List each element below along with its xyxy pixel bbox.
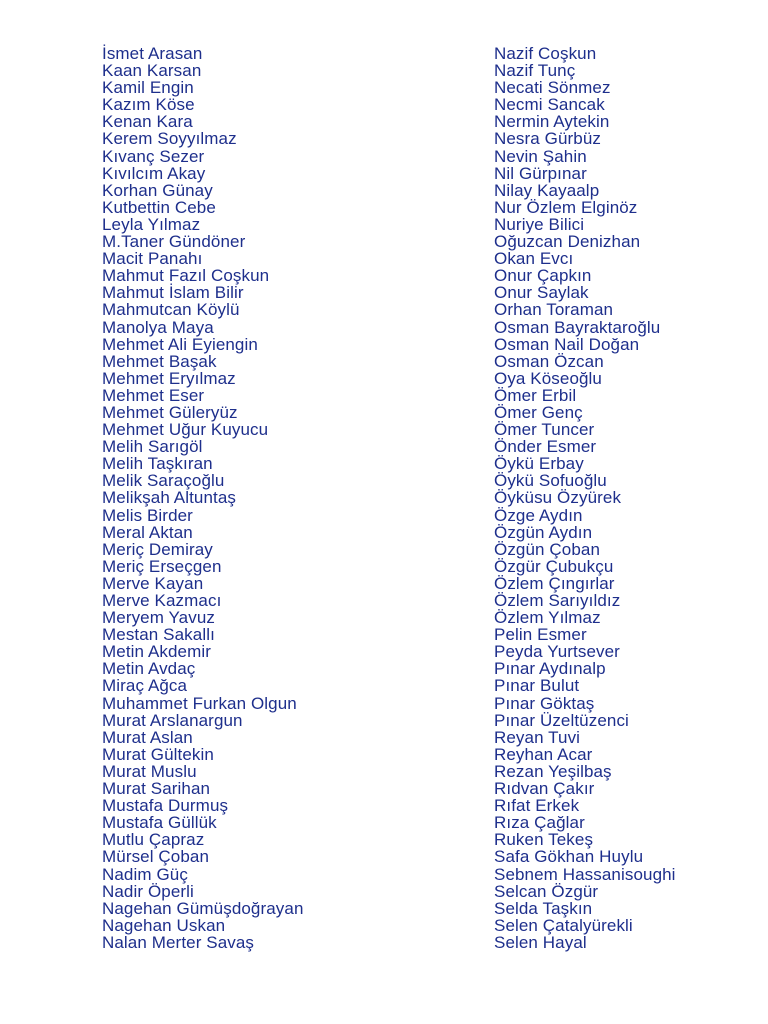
credit-name: Ömer Erbil xyxy=(494,385,577,405)
credit-name: Murat Arslanargun xyxy=(102,710,243,730)
credit-name: Murat Aslan xyxy=(102,727,193,747)
credit-name: Nuriye Bilici xyxy=(494,214,585,234)
credit-name: Osman Özcan xyxy=(494,351,604,371)
credit-name: Pınar Göktaş xyxy=(494,693,595,713)
credit-name: Meral Aktan xyxy=(102,522,193,542)
credit-name: Nil Gürpınar xyxy=(494,163,587,183)
credit-name: Kutbettin Cebe xyxy=(102,197,216,217)
credit-name: Ömer Genç xyxy=(494,402,583,422)
credit-name: Melih Sarıgöl xyxy=(102,437,203,457)
credit-name: Necati Sönmez xyxy=(494,78,611,98)
credit-name: Ömer Tuncer xyxy=(494,420,595,440)
credit-name: Mahmut İslam Bilir xyxy=(102,283,244,303)
credit-name: Nermin Aytekin xyxy=(494,112,610,132)
credit-name: Oğuzcan Denizhan xyxy=(494,232,641,252)
credit-name: Necmi Sancak xyxy=(494,95,605,115)
credit-name: Kazım Köse xyxy=(102,95,195,115)
credit-name: Meriç Erseçgen xyxy=(102,556,222,576)
credit-name: Rıza Çağlar xyxy=(494,813,585,833)
credit-name: Kenan Kara xyxy=(102,112,193,132)
credit-name: Öykü Erbay xyxy=(494,454,584,474)
credit-name: Nalan Merter Savaş xyxy=(102,932,255,952)
credit-name: Macit Panahı xyxy=(102,249,203,269)
credit-name: Miraç Ağca xyxy=(102,676,188,696)
credit-name: Melis Birder xyxy=(102,505,193,525)
credit-name: Pınar Bulut xyxy=(494,676,580,696)
credit-name: Selen Çatalyürekli xyxy=(494,915,633,935)
credit-name: Meriç Demiray xyxy=(102,539,213,559)
credit-name: Mehmet Eser xyxy=(102,385,205,405)
credit-name: Mehmet Güleryüz xyxy=(102,402,238,422)
credit-name: Muhammet Furkan Olgun xyxy=(102,693,297,713)
credit-name: Mutlu Çapraz xyxy=(102,830,205,850)
credit-name: Özlem Yılmaz xyxy=(494,608,601,628)
credit-name: Reyhan Acar xyxy=(494,744,593,764)
credit-name: Murat Sarihan xyxy=(102,779,211,799)
credit-name: Selcan Özgür xyxy=(494,881,599,901)
credit-name: Peyda Yurtsever xyxy=(494,642,620,662)
credit-name: Leyla Yılmaz xyxy=(102,214,201,234)
names-column-left xyxy=(102,45,304,951)
credit-name: Pelin Esmer xyxy=(494,625,587,645)
credit-name: Kıvılcım Akay xyxy=(102,163,206,183)
credit-name: Melih Taşkıran xyxy=(102,454,213,474)
credit-name: Nadim Güç xyxy=(102,864,188,884)
credit-name: Kamil Engin xyxy=(102,78,194,98)
credit-name: Kıvanç Sezer xyxy=(102,146,205,166)
credit-name: Mestan Sakallı xyxy=(102,625,215,645)
credit-name: Nadir Öperli xyxy=(102,881,194,901)
credit-name: Nur Özlem Elginöz xyxy=(494,197,638,217)
credit-name: Osman Nail Doğan xyxy=(494,334,640,354)
credit-name: Nazif Coşkun xyxy=(494,44,597,63)
credit-name: Mehmet Başak xyxy=(102,351,217,371)
names-column-right xyxy=(494,45,676,951)
credit-name: Selen Hayal xyxy=(494,932,587,952)
credit-name: Özgün Aydın xyxy=(494,522,593,542)
credit-name: Mürsel Çoban xyxy=(102,847,210,867)
credit-name: Sebnem Hassanisoughi xyxy=(494,864,676,884)
credit-name: Onur Çapkın xyxy=(494,266,592,286)
credit-name: Mehmet Uğur Kuyucu xyxy=(102,420,269,440)
credit-name: Metin Avdaç xyxy=(102,659,196,679)
credit-name: Merve Kayan xyxy=(102,573,204,593)
credit-name: Melik Saraçoğlu xyxy=(102,471,225,491)
credit-name: Özlem Çıngırlar xyxy=(494,573,615,593)
credit-name: Merve Kazmacı xyxy=(102,591,222,610)
credit-name: Pınar Aydınalp xyxy=(494,659,606,679)
credit-name: Selda Taşkın xyxy=(494,898,593,918)
credit-name: Meryem Yavuz xyxy=(102,608,215,628)
credit-name: Murat Muslu xyxy=(102,761,197,781)
credit-name: Nagehan Uskan xyxy=(102,915,226,935)
credit-name: Özge Aydın xyxy=(494,505,583,525)
credit-name: Özgün Çoban xyxy=(494,539,601,559)
credit-name: Nesra Gürbüz xyxy=(494,129,602,149)
credit-name: Oya Köseoğlu xyxy=(494,368,602,388)
credit-name: Safa Gökhan Huylu xyxy=(494,847,644,867)
credit-name: Nilay Kayaalp xyxy=(494,180,600,200)
credit-name: Mahmutcan Köylü xyxy=(102,300,240,320)
credit-name: Mustafa Durmuş xyxy=(102,796,229,816)
credit-name: Nazif Tunç xyxy=(494,61,576,81)
credit-name: Özlem Sarıyıldız xyxy=(494,591,621,610)
credit-name: Reyan Tuvi xyxy=(494,727,581,747)
credit-name: Melikşah Altuntaş xyxy=(102,488,236,508)
credit-name: Orhan Toraman xyxy=(494,300,614,320)
credit-name: Öyküsu Özyürek xyxy=(494,488,622,508)
credit-name: Öykü Sofuoğlu xyxy=(494,471,607,491)
credit-name: Osman Bayraktaroğlu xyxy=(494,317,661,337)
credit-name: Manolya Maya xyxy=(102,317,214,337)
credit-name: Rıfat Erkek xyxy=(494,796,580,816)
credit-name: Mustafa Güllük xyxy=(102,813,217,833)
credit-name: Korhan Günay xyxy=(102,180,213,200)
credit-name: Mehmet Ali Eyiengin xyxy=(102,334,258,354)
credit-name: Mahmut Fazıl Coşkun xyxy=(102,266,270,286)
credit-name: Önder Esmer xyxy=(494,437,597,457)
credit-name: M.Taner Gündöner xyxy=(102,232,246,252)
credit-name: Nagehan Gümüşdoğrayan xyxy=(102,898,304,918)
credit-name: Pınar Üzeltüzenci xyxy=(494,710,629,730)
credit-name: İsmet Arasan xyxy=(102,44,203,63)
credit-name: Okan Evcı xyxy=(494,249,574,269)
credit-name: Metin Akdemir xyxy=(102,642,212,662)
credit-name: Ruken Tekeş xyxy=(494,830,594,850)
credit-name: Rezan Yeşilbaş xyxy=(494,761,612,781)
credit-name: Kaan Karsan xyxy=(102,61,202,81)
credit-name: Özgür Çubukçu xyxy=(494,556,614,576)
credit-name: Onur Saylak xyxy=(494,283,589,303)
credit-name: Kerem Soyyılmaz xyxy=(102,129,237,149)
credit-name: Nevin Şahin xyxy=(494,146,587,166)
credit-name: Murat Gültekin xyxy=(102,744,214,764)
credit-name: Rıdvan Çakır xyxy=(494,779,595,799)
credit-name: Mehmet Eryılmaz xyxy=(102,368,236,388)
